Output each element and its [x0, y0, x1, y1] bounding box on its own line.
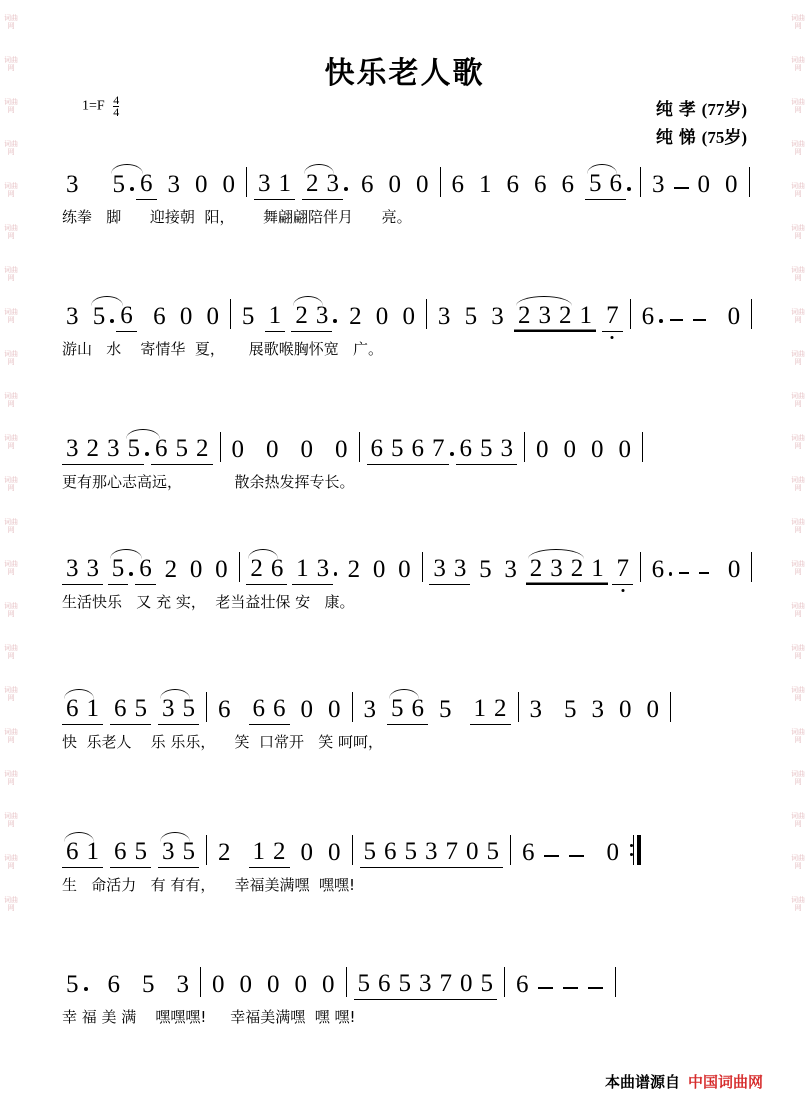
note: 3: [158, 837, 179, 868]
note: 3: [529, 696, 542, 723]
note: 0: [375, 303, 389, 330]
note: 1: [275, 169, 296, 200]
watermark-cell: 词曲网: [4, 854, 18, 870]
note: 0: [606, 839, 619, 866]
watermark-cell: 词曲网: [791, 644, 805, 660]
note: 0: [294, 971, 307, 998]
measure: [526, 554, 608, 585]
watermark-cell: 词曲网: [4, 518, 18, 534]
watermark-strip-left: [0, 0, 22, 1114]
note: 5: [179, 837, 200, 868]
watermark-cell: 词曲网: [791, 560, 805, 576]
note: 6: [522, 839, 535, 866]
barline: [246, 167, 247, 197]
watermark-cell: 词曲网: [4, 644, 18, 660]
note: 3: [546, 554, 567, 585]
footer-site-link[interactable]: 中国词曲网: [687, 1073, 763, 1091]
note: 7: [436, 969, 457, 1000]
watermark-cell: 词曲网: [4, 770, 18, 786]
barline: [352, 835, 353, 865]
note: 0: [328, 839, 341, 866]
note: 6: [218, 696, 231, 723]
music-system-3: [62, 425, 752, 492]
barline: [670, 692, 671, 722]
authors-block: [656, 96, 747, 152]
note: 6: [561, 171, 574, 198]
watermark-cell: 词曲网: [791, 140, 805, 156]
barline: [504, 967, 505, 997]
note: 6: [516, 971, 529, 998]
barline: [206, 692, 207, 722]
note: 2: [526, 554, 547, 585]
note: 0: [215, 556, 228, 583]
note: 0: [456, 969, 477, 1000]
watermark-cell: 词曲网: [791, 854, 805, 870]
watermark-cell: 词曲网: [4, 182, 18, 198]
watermark-cell: 词曲网: [791, 686, 805, 702]
watermark-cell: 词曲网: [4, 308, 18, 324]
note: 6: [249, 694, 270, 725]
note: 3: [591, 696, 604, 723]
measure: [158, 694, 199, 725]
barline: [230, 299, 231, 329]
barline: [352, 692, 353, 722]
barline: [359, 432, 360, 462]
note: 5: [401, 837, 422, 868]
measure: [387, 694, 428, 725]
note: 0: [328, 696, 341, 723]
barline: [642, 432, 643, 462]
note: 5: [108, 554, 129, 585]
time-signature: [113, 95, 119, 118]
note: 0: [536, 436, 549, 463]
note: 5: [477, 969, 498, 1000]
note: 0: [267, 971, 280, 998]
note: 3: [497, 434, 518, 465]
barline: [206, 835, 207, 865]
note: 6: [641, 303, 655, 330]
watermark-strip-right: [787, 0, 809, 1114]
note: 0: [372, 556, 386, 583]
note: 1: [265, 301, 286, 332]
note: 3: [415, 969, 436, 1000]
note: 0: [402, 303, 415, 330]
barline: [524, 432, 525, 462]
notes-row-6: [62, 828, 752, 868]
note: 0: [300, 839, 313, 866]
author-age-1: (77岁): [701, 100, 747, 119]
note: 0: [619, 696, 632, 723]
note: 5: [464, 303, 478, 330]
watermark-cell: 词曲网: [791, 896, 805, 912]
watermark-cell: 词曲网: [4, 350, 18, 366]
note: 0: [179, 303, 193, 330]
time-signature-numerator: 4: [113, 93, 120, 107]
note: 3: [66, 171, 79, 198]
watermark-cell: 词曲网: [4, 98, 18, 114]
watermark-cell: 词曲网: [4, 266, 18, 282]
note: 0: [335, 436, 348, 463]
notes-row-1: [62, 160, 752, 200]
barline: [422, 552, 423, 582]
note: 5: [112, 171, 125, 198]
note: 6: [151, 434, 172, 465]
measure: [89, 301, 137, 332]
music-system-5: [62, 685, 752, 752]
watermark-cell: 词曲网: [4, 560, 18, 576]
note: 6: [651, 556, 665, 583]
note: 0: [618, 436, 631, 463]
note: 0: [591, 436, 604, 463]
author-line-1: [656, 96, 747, 124]
note: 3: [83, 554, 104, 585]
note: 0: [646, 696, 659, 723]
note: 6: [269, 694, 290, 725]
notes-row-4: [62, 545, 752, 585]
note: 0: [212, 971, 225, 998]
note: 2: [302, 169, 323, 200]
barline: [751, 299, 752, 329]
barline: [615, 967, 616, 997]
note: 1: [587, 554, 608, 585]
note: 3: [504, 556, 517, 583]
note: 6: [408, 434, 429, 465]
note: 5: [479, 556, 492, 583]
note: 1: [249, 837, 270, 868]
barline: [640, 552, 641, 582]
note: 2: [218, 839, 231, 866]
note: 5: [483, 837, 504, 868]
barline: [751, 552, 752, 582]
note: 6: [62, 837, 83, 868]
watermark-cell: 词曲网: [4, 14, 18, 30]
key-signature: [82, 95, 119, 118]
lyrics-row-7: 幸 福 美 满 嘿嘿嘿! 幸福美满嘿 嘿 嘿!: [62, 1008, 356, 1026]
note: 0: [388, 171, 401, 198]
note: 1: [83, 694, 104, 725]
note: 1: [470, 694, 491, 725]
note: 6: [107, 971, 120, 998]
note: 2: [192, 434, 213, 465]
note: 3: [167, 171, 180, 198]
note: 6: [374, 969, 395, 1000]
note: 0: [697, 171, 710, 198]
footer-prefix: 本曲谱源自: [604, 1073, 680, 1091]
measure: [246, 554, 287, 585]
barline: [640, 167, 641, 197]
time-signature-denominator: 4: [113, 105, 120, 119]
note: 0: [322, 971, 335, 998]
measure: [291, 301, 332, 332]
watermark-cell: 词曲网: [791, 518, 805, 534]
note: 6: [380, 837, 401, 868]
watermark-cell: 词曲网: [791, 182, 805, 198]
watermark-cell: 词曲网: [4, 896, 18, 912]
author-name-1: 纯 孝: [655, 100, 696, 120]
note: 5: [395, 969, 416, 1000]
note: 6: [451, 171, 464, 198]
note: 3: [429, 554, 450, 585]
watermark-cell: 词曲网: [791, 770, 805, 786]
barline: [440, 167, 441, 197]
barline: [749, 167, 750, 197]
note: 3: [176, 971, 189, 998]
notes-row-5: [62, 685, 752, 725]
note: 1: [83, 837, 104, 868]
author-line-2: [656, 124, 747, 152]
measure: [514, 301, 596, 332]
note: 6: [135, 554, 156, 585]
note: 0: [189, 556, 203, 583]
note: 2: [246, 554, 267, 585]
note: 2: [567, 554, 588, 585]
note: 6: [361, 171, 374, 198]
note: 3: [312, 301, 333, 332]
note: 7: [442, 837, 463, 868]
note: 3: [103, 434, 124, 465]
note: 5: [172, 434, 193, 465]
note: 5: [131, 694, 152, 725]
notes-row-7: [62, 960, 752, 1000]
note: 0: [727, 556, 741, 583]
measure: [585, 169, 626, 200]
note: 5: [241, 303, 255, 330]
watermark-cell: 词曲网: [791, 56, 805, 72]
note: 3: [62, 554, 83, 585]
note: 6: [116, 301, 137, 332]
watermark-cell: 词曲网: [4, 602, 18, 618]
watermark-cell: 词曲网: [791, 308, 805, 324]
note: 0: [231, 436, 244, 463]
watermark-cell: 词曲网: [4, 686, 18, 702]
watermark-cell: 词曲网: [4, 728, 18, 744]
watermark-cell: 词曲网: [791, 14, 805, 30]
music-system-6: [62, 828, 752, 895]
watermark-cell: 词曲网: [4, 140, 18, 156]
note: 3: [158, 694, 179, 725]
note: 5: [564, 696, 577, 723]
note: 1: [575, 301, 596, 332]
watermark-cell: 词曲网: [791, 812, 805, 828]
watermark-cell: 词曲网: [791, 728, 805, 744]
note: 5: [131, 837, 152, 868]
watermark-cell: 词曲网: [791, 602, 805, 618]
note: 0: [398, 556, 411, 583]
author-name-2: 纯 悌: [655, 128, 696, 148]
note: 3: [254, 169, 275, 200]
note: 6: [136, 169, 157, 200]
note: 3: [66, 303, 79, 330]
note: 0: [300, 436, 313, 463]
watermark-cell: 词曲网: [791, 434, 805, 450]
note: 6: [408, 694, 429, 725]
note: 2: [164, 556, 178, 583]
note: 5: [124, 434, 145, 465]
barline: [239, 552, 240, 582]
note: 2: [83, 434, 104, 465]
note: 0: [206, 303, 220, 330]
watermark-cell: 词曲网: [791, 98, 805, 114]
note: 3: [437, 303, 451, 330]
measure: [109, 169, 157, 200]
note: 7: [612, 554, 633, 585]
barline: [426, 299, 427, 329]
note: 5: [142, 971, 155, 998]
note: 0: [300, 696, 313, 723]
author-age-2: (75岁): [701, 128, 747, 147]
note: 2: [347, 556, 361, 583]
measure: [108, 554, 156, 585]
note: 0: [727, 303, 741, 330]
note: 6: [534, 171, 547, 198]
note: 2: [514, 301, 535, 332]
note: 5: [439, 696, 452, 723]
barline: [346, 967, 347, 997]
lyrics-row-1: 练拳 脚 迎接朝 阳， 舞翩翩陪伴月 亮。: [62, 208, 412, 226]
lyrics-row-2: 游山 水 寄情华 夏， 展歌喉胸怀宽 广。: [62, 340, 384, 358]
note: 2: [269, 837, 290, 868]
music-system-2: [62, 292, 752, 359]
key-signature-label: 1=F: [82, 98, 105, 114]
note: 0: [266, 436, 279, 463]
measure: [62, 837, 103, 868]
note: 3: [363, 696, 376, 723]
note: 5: [354, 969, 375, 1000]
note: 7: [428, 434, 449, 465]
music-system-1: [62, 160, 752, 227]
note: 0: [416, 171, 429, 198]
note: 3: [534, 301, 555, 332]
measure: [302, 169, 343, 200]
note: 2: [555, 301, 576, 332]
note: 0: [239, 971, 252, 998]
note: 0: [725, 171, 738, 198]
note: 0: [222, 171, 235, 198]
watermark-cell: 词曲网: [4, 392, 18, 408]
note: 5: [92, 303, 106, 330]
note: 6: [110, 837, 131, 868]
note: 6: [267, 554, 288, 585]
note: 7: [602, 301, 623, 332]
note: 5: [585, 169, 606, 200]
note: 3: [62, 434, 83, 465]
measure: [124, 434, 172, 465]
lyrics-row-3: 更有那心志高远， 散余热发挥专长。: [62, 473, 355, 491]
music-system-7: [62, 960, 752, 1027]
note: 5: [360, 837, 381, 868]
note: 2: [291, 301, 312, 332]
barline: [220, 432, 221, 462]
note: 5: [387, 434, 408, 465]
notes-row-2: [62, 292, 752, 332]
note: 0: [462, 837, 483, 868]
watermark-cell: 词曲网: [4, 812, 18, 828]
page-title: 快乐老人歌: [324, 56, 485, 91]
note: 3: [491, 303, 504, 330]
note: 6: [110, 694, 131, 725]
note: 3: [652, 171, 665, 198]
lyrics-row-5: 快 乐老人 乐 乐乐， 笑 口常开 笑 呵呵，: [62, 733, 384, 751]
note: 0: [563, 436, 576, 463]
watermark-cell: 词曲网: [791, 266, 805, 282]
watermark-cell: 词曲网: [4, 224, 18, 240]
note: 5: [476, 434, 497, 465]
note: 1: [479, 171, 492, 198]
note: 6: [367, 434, 388, 465]
note: 6: [153, 303, 166, 330]
note: 2: [349, 303, 362, 330]
note: 3: [313, 554, 334, 585]
notes-row-3: [62, 425, 752, 465]
note: 5: [179, 694, 200, 725]
note: 6: [606, 169, 627, 200]
watermark-cell: 词曲网: [791, 350, 805, 366]
note: 0: [195, 171, 208, 198]
note: 1: [292, 554, 313, 585]
watermark-cell: 词曲网: [4, 434, 18, 450]
note: 3: [450, 554, 471, 585]
measure: [62, 694, 103, 725]
note: 6: [506, 171, 519, 198]
barline: [200, 967, 201, 997]
barline: [510, 835, 511, 865]
note: 3: [323, 169, 344, 200]
lyrics-row-6: 生 命活力 有 有有， 幸福美满嘿 嘿嘿!: [62, 876, 355, 894]
note: 3: [421, 837, 442, 868]
note: 5: [66, 971, 79, 998]
watermark-cell: 词曲网: [791, 392, 805, 408]
watermark-cell: 词曲网: [791, 224, 805, 240]
measure: [158, 837, 199, 868]
barline: [518, 692, 519, 722]
note: 6: [62, 694, 83, 725]
note: 2: [490, 694, 511, 725]
watermark-cell: 词曲网: [4, 476, 18, 492]
footer-source: [605, 1071, 763, 1092]
music-system-4: [62, 545, 752, 612]
note: 6: [456, 434, 477, 465]
barline: [630, 299, 631, 329]
watermark-cell: 词曲网: [791, 476, 805, 492]
watermark-cell: 词曲网: [4, 56, 18, 72]
end-repeat-barline: [627, 835, 641, 868]
lyrics-row-4: 生活快乐 又 充 实， 老当益壮保 安 康。: [62, 593, 355, 611]
note: 5: [387, 694, 408, 725]
